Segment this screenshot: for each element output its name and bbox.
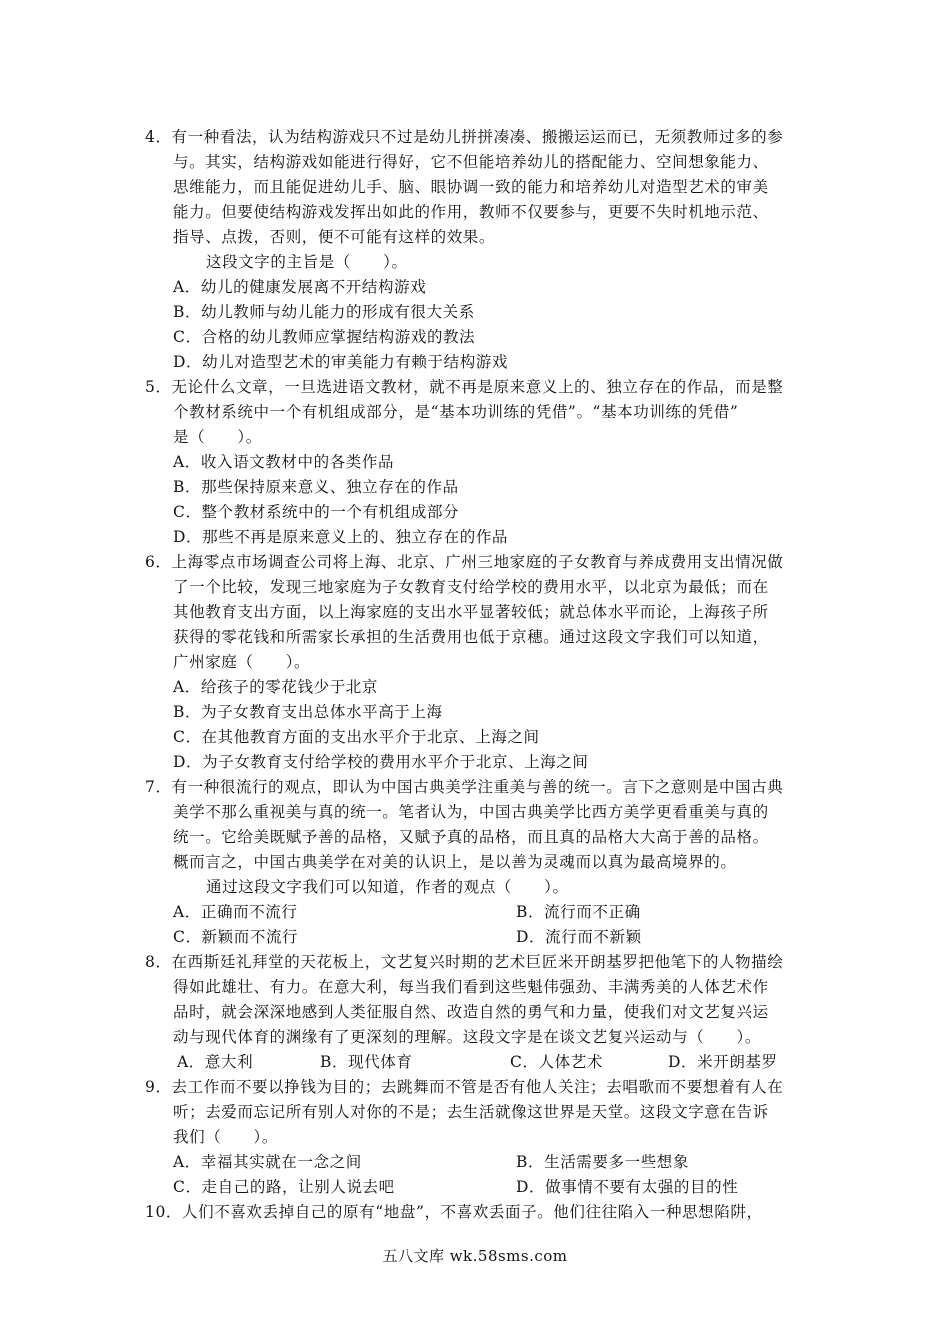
footer-watermark: 五八文库 wk.58sms.com xyxy=(382,1247,568,1265)
q10-stem-line-1: 10．人们不喜欢丢掉自己的原有“地盘”，不喜欢丢面子。他们往往陷入一种思想陷阱， xyxy=(145,1203,763,1221)
q7-stem-line-3: 统一。它给美既赋予善的品格，又赋予真的品格，而且真的品格大大高于善的品格。 xyxy=(173,828,769,846)
q8-stem-line-2: 得如此雄壮、有力。在意大利，每当我们看到这些魁伟强劲、丰满秀美的人体艺术作 xyxy=(173,978,769,996)
q8-option-c: C．人体艺术 xyxy=(510,1053,603,1071)
q8-stem-line-3: 品时，就会深深地感到人类征服自然、改造自然的勇气和力量，使我们对文艺复兴运 xyxy=(173,1003,769,1021)
q7-option-b: B．流行而不正确 xyxy=(516,903,641,921)
q9-option-b: B．生活需要多一些想象 xyxy=(516,1153,689,1171)
q5-option-a: A．收入语文教材中的各类作品 xyxy=(173,453,395,471)
q4-option-a: A．幼儿的健康发展离不开结构游戏 xyxy=(173,278,427,296)
q4-stem-line-1: 4．有一种看法，认为结构游戏只不过是幼儿拼拼凑凑、搬搬运运而已，无须教师过多的参 xyxy=(145,128,784,146)
q9-option-c: C．走自己的路，让别人说去吧 xyxy=(173,1178,395,1196)
q7-option-d: D．流行而不新颖 xyxy=(516,928,642,946)
q6-stem-line-2: 了一个比较，发现三地家庭为子女教育支付给学校的费用水平，以北京为最低；而在 xyxy=(173,578,769,596)
q5-option-c: C．整个教材系统中的一个有机组成部分 xyxy=(173,503,460,521)
q7-stem-line-1: 7．有一种很流行的观点，即认为中国古典美学注重美与善的统一。言下之意则是中国古典 xyxy=(145,778,784,796)
q6-stem-line-1: 6．上海零点市场调查公司将上海、北京、广州三地家庭的子女教育与养成费用支出情况做 xyxy=(145,553,784,571)
q7-stem-line-2: 美学不那么重视美与真的统一。笔者认为，中国古典美学比西方美学更看重美与真的 xyxy=(173,803,769,821)
q4-option-c: C．合格的幼儿教师应掌握结构游戏的教法 xyxy=(173,328,476,346)
q4-stem-line-4: 能力。但要使结构游戏发挥出如此的作用，教师不仅要参与，更要不失时机地示范、 xyxy=(173,203,769,221)
q4-stem-line-3: 思维能力，而且能促进幼儿手、脑、眼协调一致的能力和培养幼儿对造型艺术的审美 xyxy=(173,178,769,196)
q5-option-d: D．那些不再是原来意义上的、独立存在的作品 xyxy=(173,528,509,546)
q5-stem-line-3: 是（ ）。 xyxy=(173,428,262,446)
q9-stem-line-1: 9．去工作而不要以挣钱为目的；去跳舞而不管是否有他人关注；去唱歌而不要想着有人在 xyxy=(145,1078,784,1096)
q4-option-d: D．幼儿对造型艺术的审美能力有赖于结构游戏 xyxy=(173,353,509,371)
q8-option-d: D．米开朗基罗 xyxy=(668,1053,778,1071)
q6-stem-line-5: 广州家庭（ ）。 xyxy=(173,653,311,671)
q5-option-b: B．那些保持原来意义、独立存在的作品 xyxy=(173,478,459,496)
q6-option-d: D．为子女教育支付给学校的费用水平介于北京、上海之间 xyxy=(173,753,589,771)
q8-option-a: A．意大利 xyxy=(177,1053,254,1071)
q9-stem-line-3: 我们（ ）。 xyxy=(173,1128,278,1146)
q9-option-a: A．幸福其实就在一念之间 xyxy=(173,1153,362,1171)
q4-option-b: B．幼儿教师与幼儿能力的形成有很大关系 xyxy=(173,303,475,321)
q5-stem-line-1: 5．无论什么文章，一旦选进语文教材，就不再是原来意义上的、独立存在的作品，而是整 xyxy=(145,378,784,396)
q9-stem-line-2: 听；去爱而忘记所有别人对你的不是；去生活就像这世界是天堂。这段文字意在告诉 xyxy=(173,1103,769,1121)
q6-option-a: A．给孩子的零花钱少于北京 xyxy=(173,678,378,696)
q6-stem-line-4: 获得的零花钱和所需家长承担的生活费用也低于京穗。通过这段文字我们可以知道， xyxy=(173,628,769,646)
q7-option-c: C．新颖而不流行 xyxy=(173,928,299,946)
q5-stem-line-2: 个教材系统中一个有机组成部分，是“基本功训练的凭借”。“基本功训练的凭借” xyxy=(173,403,739,421)
q6-option-c: C．在其他教育方面的支出水平介于北京、上海之间 xyxy=(173,728,540,746)
q6-stem-line-3: 其他教育支出方面，以上海家庭的支出水平显著较低；就总体水平而论，上海孩子所 xyxy=(173,603,769,621)
q4-stem-line-2: 与。其实，结构游戏如能进行得好，它不但能培养幼儿的搭配能力、空间想象能力、 xyxy=(173,153,769,171)
q8-stem-line-1: 8．在西斯廷礼拜堂的天花板上，文艺复兴时期的艺术巨匠米开朗基罗把他笔下的人物描绘 xyxy=(145,953,784,971)
q4-prompt: 这段文字的主旨是（ ）。 xyxy=(206,253,408,271)
q8-option-b: B．现代体育 xyxy=(320,1053,413,1071)
q4-stem-line-5: 指导、点拨，否则，便不可能有这样的效果。 xyxy=(173,228,496,246)
q7-stem-line-4: 概而言之，中国古典美学在对美的认识上，是以善为灵魂而以真为最高境界的。 xyxy=(173,853,737,871)
q7-option-a: A．正确而不流行 xyxy=(173,903,298,921)
q6-option-b: B．为子女教育支出总体水平高于上海 xyxy=(173,703,443,721)
q9-option-d: D．做事情不要有太强的目的性 xyxy=(516,1178,739,1196)
q8-stem-line-4: 动与现代体育的渊缘有了更深刻的理解。这段文字是在谈文艺复兴运动与（ ）。 xyxy=(173,1028,761,1046)
q7-prompt: 通过这段文字我们可以知道，作者的观点（ ）。 xyxy=(206,878,569,896)
